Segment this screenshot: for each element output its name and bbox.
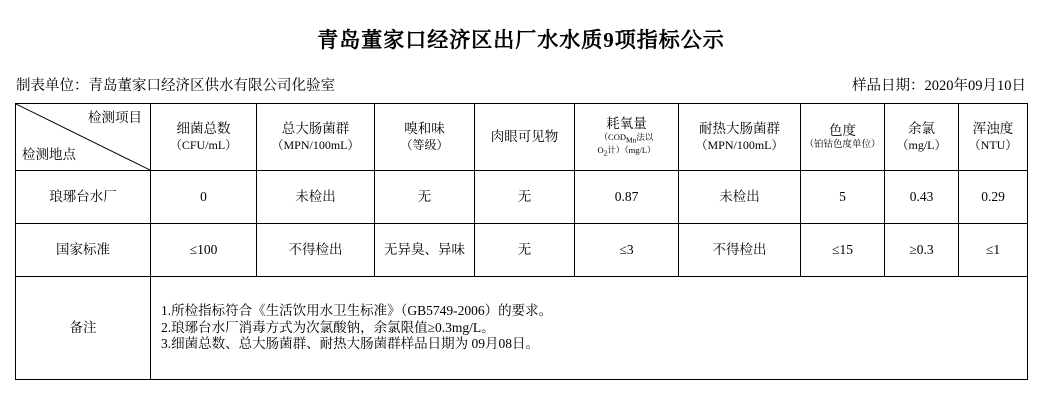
notes-content	[151, 277, 1028, 380]
sample-date-label: 样品日期：2020年09月10日	[852, 78, 1026, 94]
column-header-residual-chlorine: 余氯 （mg/L）	[885, 104, 959, 171]
cell-bacteria-count: 0	[151, 171, 257, 224]
table-header-row	[16, 104, 1028, 171]
corner-header-cell	[16, 104, 151, 171]
table-row	[16, 224, 1028, 277]
cell-thermotolerant-coliform: 不得检出	[679, 224, 801, 277]
table-row	[16, 171, 1028, 224]
cell-odor-taste: 无	[375, 171, 475, 224]
notes-label: 备注	[16, 277, 151, 380]
oxygen-unit-line-1: （$COD_{Mn}$法以	[599, 132, 654, 146]
cell-bacteria-count: ≤100	[151, 224, 257, 277]
cell-chromaticity: 5	[801, 171, 885, 224]
cell-oxygen-consumption: 0.87	[575, 171, 679, 224]
cell-odor-taste: 无异臭、异味	[375, 224, 475, 277]
water-quality-table	[15, 103, 1028, 380]
maker-unit-label: 制表单位：青岛董家口经济区供水有限公司化验室	[16, 78, 335, 94]
column-header-chromaticity: 色度 （铂钴色度单位）	[801, 104, 885, 171]
row-label-national-standard: 国家标准	[16, 224, 151, 277]
cell-visible-matter: 无	[475, 224, 575, 277]
row-label-plant: 琅琊台水厂	[16, 171, 151, 224]
cell-residual-chlorine: ≥0.3	[885, 224, 959, 277]
cell-turbidity: 0.29	[959, 171, 1028, 224]
cell-chromaticity: ≤15	[801, 224, 885, 277]
column-header-odor-taste: 嗅和味 （等级）	[375, 104, 475, 171]
cell-turbidity: ≤1	[959, 224, 1028, 277]
note-line-1: 1.所检指标符合《生活饮用水卫生标准》（GB5749-2006）的要求。	[161, 302, 553, 318]
column-header-oxygen-consumption: 耗氧量 （$COD_{Mn}$法以 $O_2$计）（mg/L）	[575, 104, 679, 171]
corner-top-label: 检测项目	[88, 110, 142, 125]
column-header-visible-matter: 肉眼可见物	[475, 104, 575, 171]
cell-thermotolerant-coliform: 未检出	[679, 171, 801, 224]
cell-oxygen-consumption: ≤3	[575, 224, 679, 277]
oxygen-unit-line-2: $O_2$计）（mg/L）	[597, 145, 656, 159]
column-header-total-coliform: 总大肠菌群 （MPN/100mL）	[257, 104, 375, 171]
note-line-3: 3.细菌总数、总大肠菌群、耐热大肠菌群样品日期为 09月08日。	[161, 336, 539, 352]
meta-row	[16, 74, 1026, 95]
column-header-bacteria-count: 细菌总数 （CFU/mL）	[151, 104, 257, 171]
cell-total-coliform: 未检出	[257, 171, 375, 224]
cell-residual-chlorine: 0.43	[885, 171, 959, 224]
corner-bottom-label: 检测地点	[22, 147, 76, 163]
cell-visible-matter: 无	[475, 171, 575, 224]
column-header-thermotolerant-coliform: 耐热大肠菌群 （MPN/100mL）	[679, 104, 801, 171]
notes-row	[16, 277, 1028, 380]
note-line-2: 2.琅琊台水厂消毒方式为次氯酸钠，余氯限值≥0.3mg/L。	[161, 319, 495, 335]
page-title: 青岛董家口经济区出厂水水质9项指标公示	[317, 28, 725, 52]
cell-total-coliform: 不得检出	[257, 224, 375, 277]
column-header-turbidity: 浑浊度 （NTU）	[959, 104, 1028, 171]
